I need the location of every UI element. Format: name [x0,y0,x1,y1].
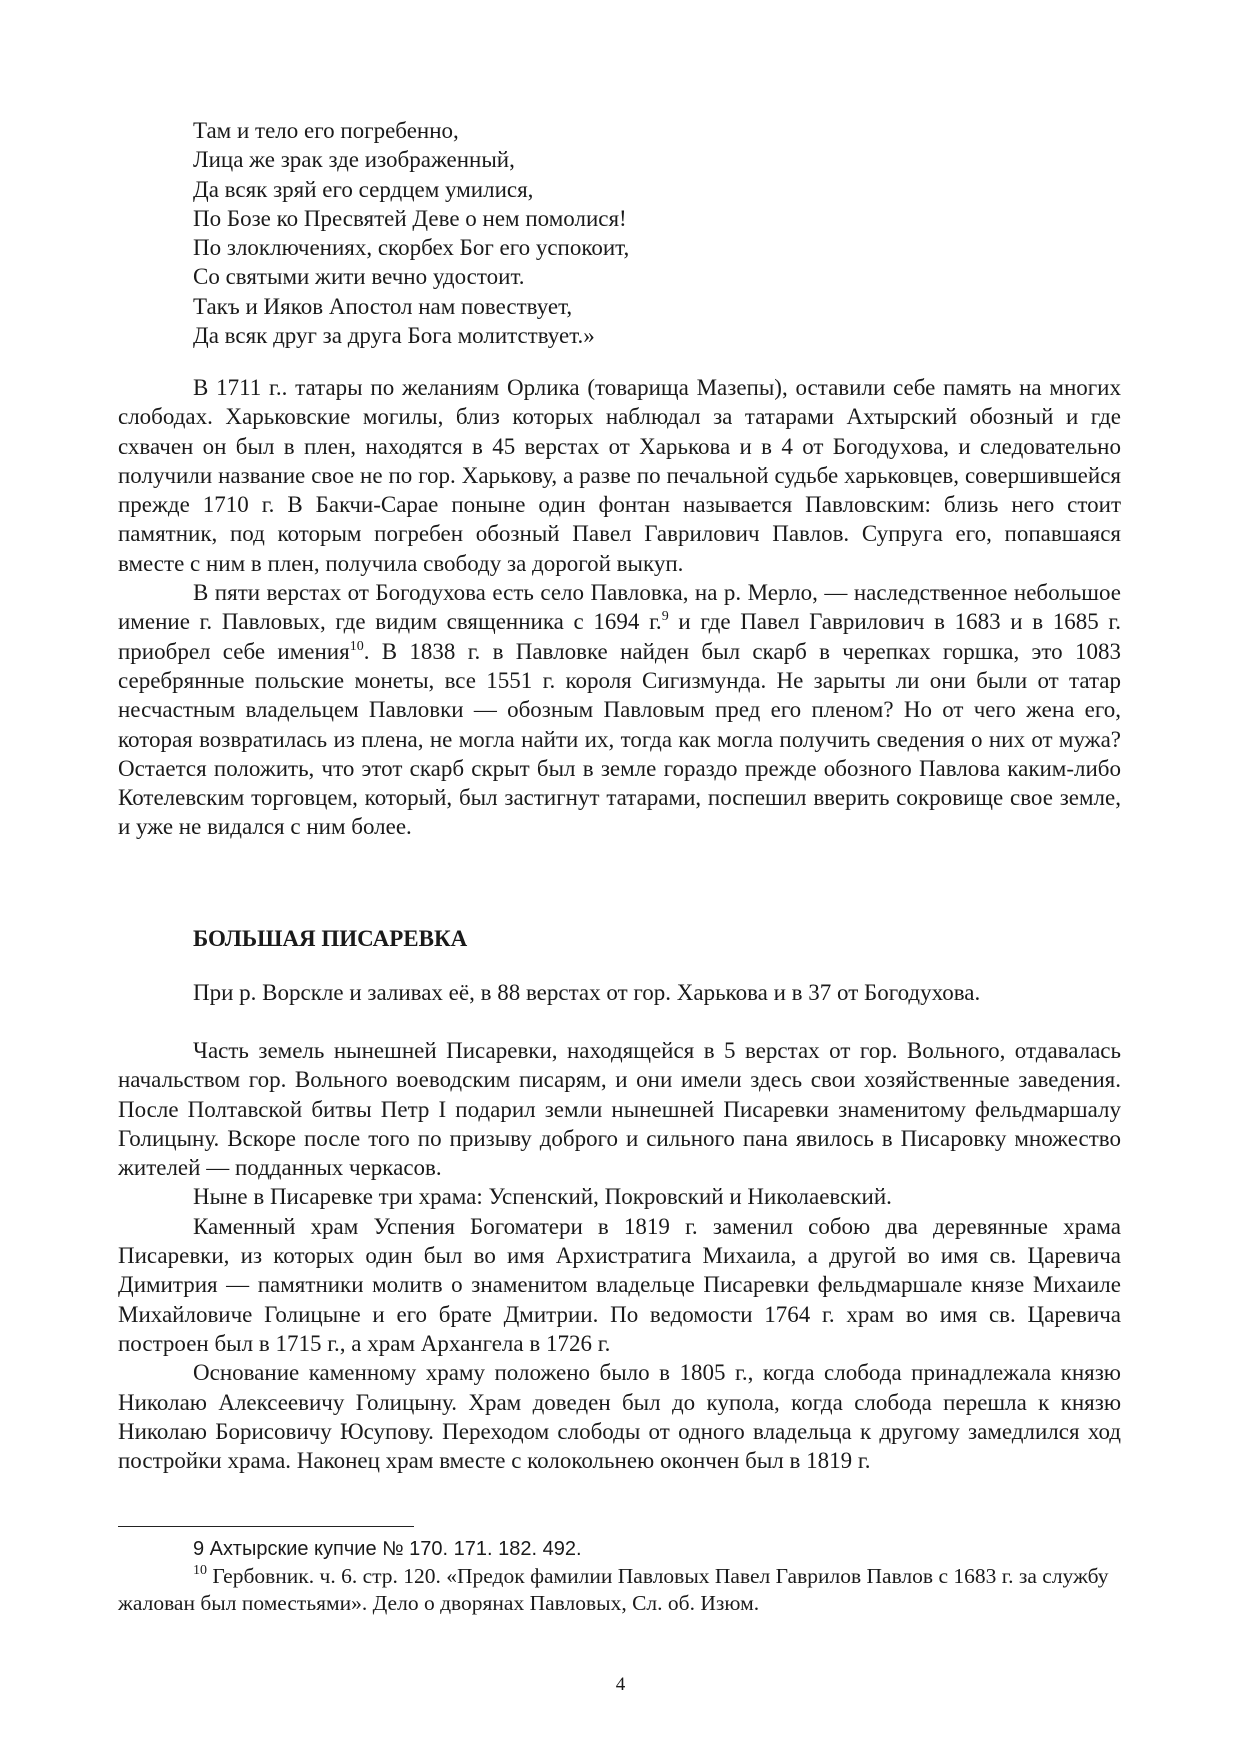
poem-line: Да всяк друг за друга Бога молитствует.» [193,323,595,349]
section-pavlovka [118,373,1121,842]
footnotes [118,1536,1121,1617]
paragraph-pavlovka-text-2: и где Павел Гаврилович в 1683 и в 1685 г. приобрел себе имения [118,609,1122,664]
poem-line: Там и тело его погребенно, [193,118,459,143]
paragraph-foundation: Основание каменному храму положено было в 1805 г., когда слобода принадлежала князю Николаю Алексеевичу Голицыну. Храм доведен был до купола, когда слобода перешла к князю Николаю Борисовичу Юсупову. Переходом слободы от одного владельца к другому замедлился ход постройки храма. Наконец храм вместе с колокольнею окончен был в 1819 г. [118,1360,1121,1474]
footnote-ref-10[interactable]: 10 [349,638,364,654]
section-pisarevka [118,1036,1121,1475]
footnote-divider [118,1526,414,1527]
poem-line: По Бозе ко Пресвятей Деве о нем помолися! [193,205,627,231]
paragraph-three-churches: Ныне в Писаревке три храма: Успенский, Покровский и Николаевский. [193,1184,892,1210]
footnote-10-number: 10 [193,1563,207,1578]
poem-line: Да всяк зряй его сердцем умилися, [193,176,534,202]
footnote-ref-9[interactable]: 9 [661,609,669,625]
footnote-10 [118,1563,1121,1617]
location-line: При р. Ворскле и заливах её, в 88 верстах от гор. Харькова и в 37 от Богодухова. [193,980,981,1005]
paragraph-stone-church: Каменный храм Успения Богоматери в 1819 г. заменил собою два деревянные храма Писаревки, из которых один был во имя Архистратига Михаила, а другой во имя св. Царевича Димитрия — памятники молитв о знаменитом владельце Писаревки фельдмаршале князе Михаиле Михайловиче Голицыне и его брате Дмитрии. По ведомости 1764 г. храм во имя св. Царевича построен был в 1715 г., а храм Архангела в 1726 г. [118,1213,1121,1356]
paragraph-lands: Часть земель нынешней Писаревки, находящейся в 5 верстах от гор. Вольного, отдавалась начальством гор. Вольного воеводским писарям, и они имели здесь свои хозяйственные заведения. После Полтавской битвы Петр I подарил земли нынешней Писаревки знаменитому фельдмаршалу Голицыну. Вскоре после того по призыву доброго и сильного пана явилось в Писаровку множество жителей — подданных черкасов. [118,1038,1121,1181]
paragraph-pavlovka [118,578,1121,842]
section-heading: БОЛЬШАЯ ПИСАРЕВКА [193,926,468,951]
poem-line: По злоключениях, скорбех Бог его успокоит, [193,235,630,261]
poem-block [193,116,893,350]
paragraph-pavlovka-text-1: В пяти верстах от Богодухова есть село Павловка, на р. Мерло, — наследственное небольшое имение г. Павловых, где видим священника с 1694 г. [118,580,1121,635]
poem-line: Со святыми жити вечно удостоит. [193,264,525,290]
footnote-9: 9 Ахтырские купчие № 170. 171. 182. 492. [193,1538,582,1560]
poem-line: Такъ и Ияков Апостол нам повествует, [193,293,573,319]
page-number: 4 [615,1674,626,1695]
paragraph-1711: В 1711 г.. татары по желаниям Орлика (товарища Мазепы), оставили себе память на многих слободах. Харьковские могилы, близ которых наблюдал за татарами Ахтырский обозный и где схвачен он был в плен, находятся в 45 верстах от Харькова и в 4 от Богодухова, и следовательно получили название свое не по гор. Харькову, а разве по печальной судьбе харьковцев, совершившейся прежде 1710 г. В Бакчи-Сарае поныне один фонтан называется Павловским: близь него стоит памятник, под которым погребен обозный Павел Гаврилович Павлов. Супруга его, попавшаяся вместе с ним в плен, получила свободу за дорогой выкуп. [118,375,1121,576]
footnote-10-text: Гербовник. ч. 6. стр. 120. «Предок фамилии Павловых Павел Гаврилов Павлов с 1683 г. за службу жалован был поместьями». Дело о дворянах Павловых, Сл. об. Изюм. [118,1564,1109,1615]
paragraph-pavlovka-text-3: . В 1838 г. в Павловке найден был скарб в черепках горшка, это 1083 серебрянные польские монеты, все 1551 г. короля Сигизмунда. Не зарыты ли они были от татар несчастным владельцем Павловки — обозным Павловым пред его пленом? Но от чего жена его, которая возвратилась из плена, не могла найти их, тогда как могла получить сведения о них от мужа? Остается положить, что этот скарб скрыт был в земле гораздо прежде обозного Павлова каким-либо Котелевским торговцем, который, был застигнут татарами, поспешил вверить сокровище свое земле, и уже не видался с ним более. [118,638,1121,840]
poem-line: Лица же зрак зде изображенный, [193,147,515,173]
